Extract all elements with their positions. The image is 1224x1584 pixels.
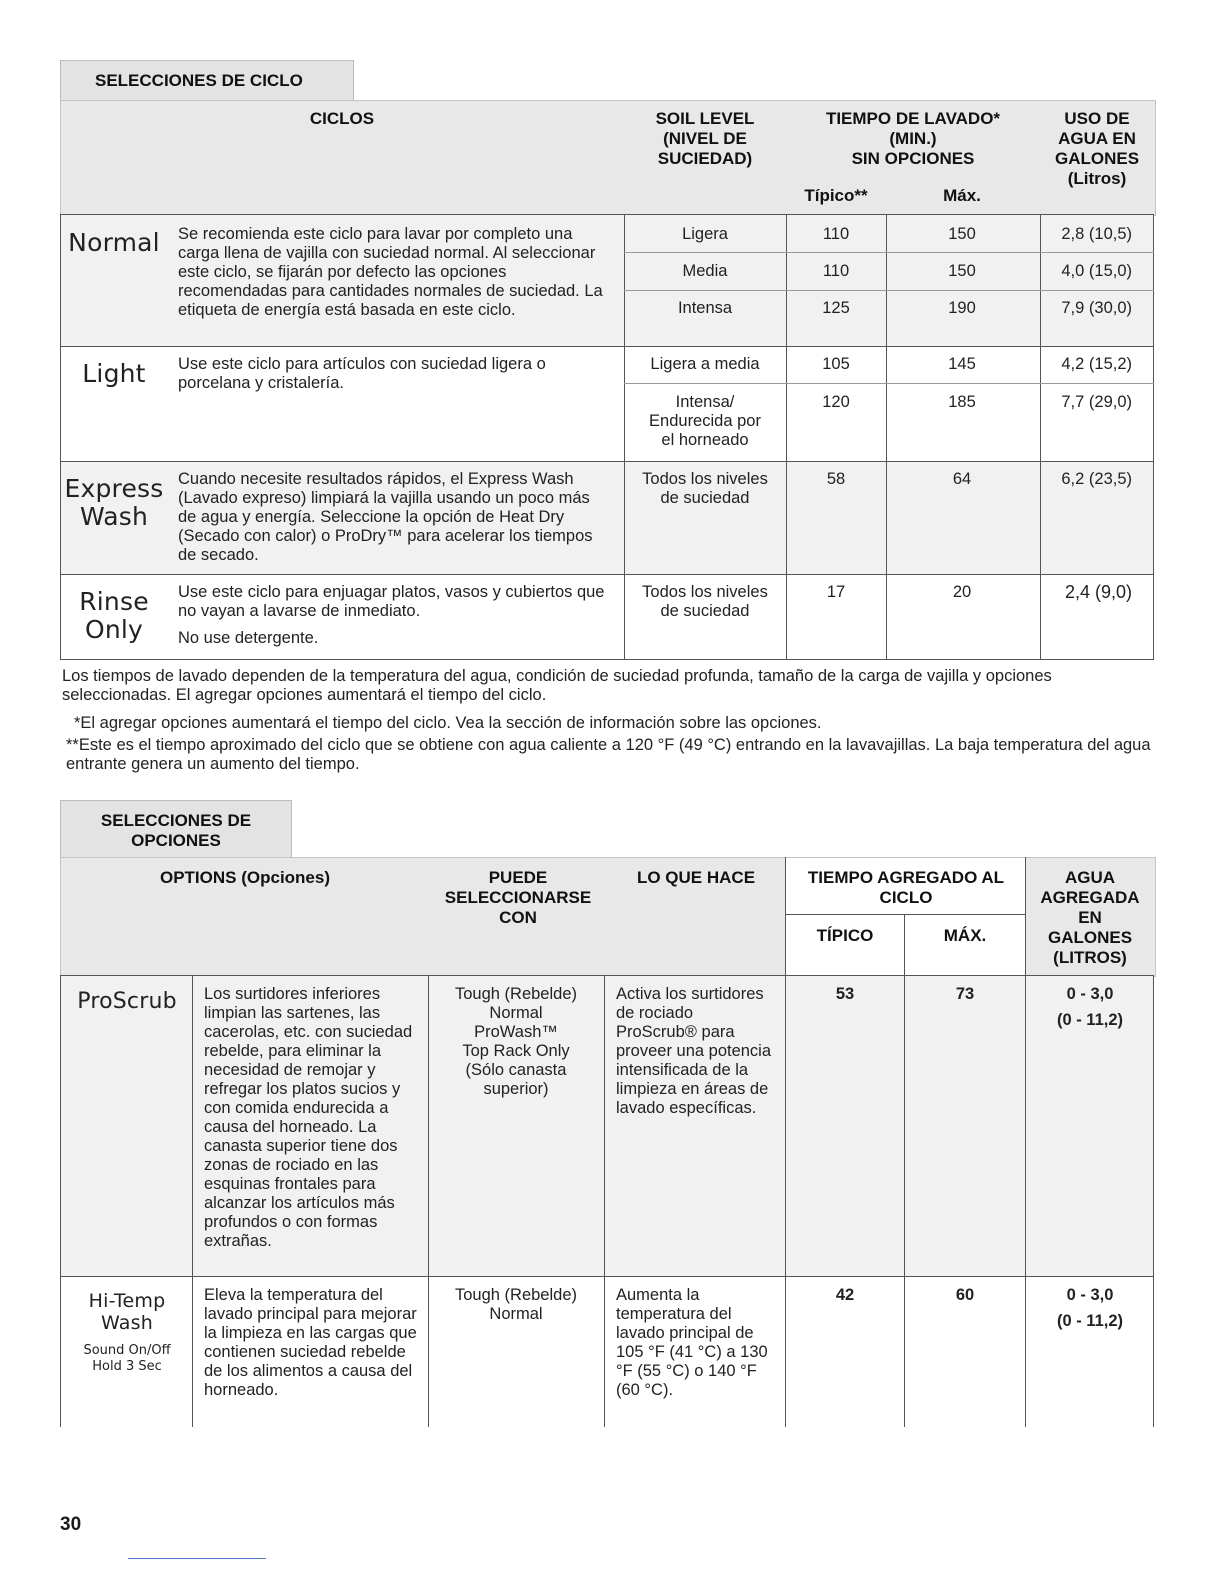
time-added-right-border	[1025, 857, 1026, 975]
header-cycles: CICLOS	[309, 109, 375, 128]
soil-level: Intensa	[677, 299, 733, 317]
header-select-with: PUEDE SELECCIONARSE CON	[444, 868, 592, 927]
header-wash-time: TIEMPO DE LAVADO* (MIN.) SIN OPCIONES	[825, 109, 1001, 168]
options-col-divider	[1025, 975, 1026, 1427]
options-table-left-border	[60, 975, 61, 1427]
header-soil-level: SOIL LEVEL (NIVEL DE SUCIEDAD)	[655, 109, 755, 168]
option-name-hi-temp-wash: Hi-Temp Wash	[88, 1290, 166, 1334]
options-row-divider	[60, 975, 1154, 976]
cycle-description-normal: Se recomienda este ciclo para lavar por completo una carga llena de vajilla con suciedad normal. Al seleccionar este ciclo, se fijarán por defecto las opciones recomendadas para cantidades normales de suciedad. La etiqueta de energía está basada en este ciclo.	[178, 225, 603, 319]
soil-level: Media	[682, 262, 728, 280]
options-col-divider	[192, 975, 193, 1427]
option-max-proscrub: 73	[955, 985, 975, 1003]
rinse-no-detergent-note: No use detergente.	[178, 629, 319, 647]
typical-time: 110	[822, 225, 850, 243]
time-added-left-border	[785, 857, 786, 975]
header-option-typical: TÍPICO	[816, 926, 874, 945]
option-description-proscrub: Los surtidores inferiores limpian las sartenes, las cacerolas, etc. con suciedad rebelde, para eliminar la necesidad de remojar y refregar los platos sucios y con comida endurecida a causa del horneado. La canasta superior tiene dos zonas de rociado en las esquinas frontales para alcanzar los artículos más profundos o con formas extrañas.	[204, 985, 413, 1250]
cycle-name-rinse-only: Rinse Only	[79, 587, 149, 644]
cycle-table-bottom-border	[60, 659, 1154, 660]
cycle-row-divider	[60, 574, 1154, 575]
wash-time-note: Los tiempos de lavado dependen de la temperatura del agua, condición de suciedad profunda, tamaño de la carga de vajilla y opciones seleccionadas. El agregar opciones aumentará el tiempo del ciclo.	[62, 667, 1052, 704]
option-what-it-does-proscrub: Activa los surtidores de rociado ProScrub® para proveer una potencia intensificada de la limpieza en áreas de lavado específicas.	[616, 985, 772, 1117]
header-water-added: AGUA AGREGADA EN GALONES (LITROS)	[1040, 868, 1140, 967]
soil-level: Todos los niveles de suciedad	[642, 470, 768, 507]
water-use: 2,8 (10,5)	[1061, 225, 1132, 243]
water-use: 4,0 (15,0)	[1061, 262, 1132, 280]
header-max: Máx.	[943, 186, 981, 205]
header-options: OPTIONS (Opciones)	[159, 868, 331, 887]
header-time-added: TIEMPO AGREGADO AL CICLO	[807, 868, 1005, 907]
header-option-max: MÁX.	[943, 926, 987, 945]
typical-time: 105	[822, 355, 850, 373]
soil-level: Ligera	[682, 225, 728, 243]
option-max-hi-temp-wash: 60	[955, 1286, 975, 1304]
soil-level: Ligera a media	[650, 355, 760, 373]
header-typical: Típico**	[804, 186, 868, 205]
water-use: 4,2 (15,2)	[1061, 355, 1132, 373]
options-col-divider	[785, 975, 786, 1427]
typical-time: 125	[822, 299, 850, 317]
cycle-row-divider	[60, 214, 1154, 215]
cycle-description-rinse-only: Use este ciclo para enjuagar platos, vasos y cubiertos que no vayan a lavarse de inmediato.	[178, 583, 605, 620]
option-sub-label-hi-temp-wash: Sound On/Off Hold 3 Sec	[83, 1343, 171, 1374]
cycle-name-light: Light	[82, 359, 146, 388]
water-use: 6,2 (23,5)	[1061, 470, 1132, 488]
header-what-it-does: LO QUE HACE	[636, 868, 756, 887]
time-added-sub-divider	[786, 914, 1026, 915]
typical-time: 58	[826, 470, 846, 488]
cycle-row-divider	[60, 461, 1154, 462]
time-added-mid-divider	[904, 914, 905, 975]
options-row-divider	[60, 1276, 1154, 1277]
footnote-double-star: **Este es el tiempo aproximado del ciclo que se obtiene con agua caliente a 120 °F (49 °C) entrando en la lavavajillas. La baja temperatura del agua entrante genera un aumento del tiempo.	[66, 736, 1151, 773]
footnote-star: *El agregar opciones aumentará el tiempo del ciclo. Vea la sección de información sobre las opciones.	[74, 714, 822, 732]
option-water-liters-hi-temp-wash: (0 - 11,2)	[1056, 1312, 1124, 1330]
cycle-section-tab	[60, 60, 354, 101]
option-typical-proscrub: 53	[835, 985, 855, 1003]
max-time: 150	[948, 262, 976, 280]
max-time: 64	[952, 470, 972, 488]
normal-sub-divider	[624, 290, 1154, 291]
typical-time: 17	[826, 583, 846, 601]
cycle-description-light: Use este ciclo para artículos con suciedad ligera o porcelana y cristalería.	[178, 355, 546, 392]
options-col-divider	[604, 975, 605, 1427]
soil-level: Intensa/ Endurecida por el horneado	[649, 393, 761, 449]
option-select-with-proscrub: Tough (Rebelde) Normal ProWash™ Top Rack Only (Sólo canasta superior)	[455, 985, 577, 1098]
header-water-use: USO DE AGUA EN GALONES (Litros)	[1054, 109, 1140, 188]
max-time: 185	[948, 393, 976, 411]
cycle-name-express-wash: Express Wash	[64, 474, 164, 531]
max-time: 145	[948, 355, 976, 373]
options-table-right-border	[1153, 975, 1154, 1427]
options-col-divider	[904, 975, 905, 1427]
soil-level: Todos los niveles de suciedad	[642, 583, 768, 620]
water-use: 2,4 (9,0)	[1064, 582, 1132, 602]
options-section-tab	[60, 800, 292, 859]
cycle-col-divider-max	[886, 214, 887, 660]
option-description-hi-temp-wash: Eleva la temperatura del lavado principal para mejorar la limpieza en las cargas que contienen suciedad rebelde de los alimentos a causa del horneado.	[204, 1286, 417, 1399]
max-time: 190	[948, 299, 976, 317]
max-time: 150	[948, 225, 976, 243]
options-section-title: SELECCIONES DE OPCIONES	[100, 811, 252, 850]
page-number: 30	[60, 1514, 82, 1535]
water-use: 7,9 (30,0)	[1061, 299, 1132, 317]
typical-time: 120	[822, 393, 850, 411]
option-water-hi-temp-wash: 0 - 3,0	[1066, 1286, 1114, 1304]
option-select-with-hi-temp-wash: Tough (Rebelde) Normal	[455, 1286, 577, 1323]
cycle-row-divider	[60, 346, 1154, 347]
normal-sub-divider	[624, 252, 1154, 253]
typical-time: 110	[822, 262, 850, 280]
cycle-table-left-border	[60, 214, 61, 660]
option-water-proscrub: 0 - 3,0	[1066, 985, 1114, 1003]
cycle-description-express-wash: Cuando necesite resultados rápidos, el Express Wash (Lavado expreso) limpiará la vajilla usando un poco más de agua y energía. Seleccione la opción de Heat Dry (Secado con calor) o ProDry™ para acelerar los tiempos de secado.	[178, 470, 593, 564]
cycle-table-right-border	[1153, 214, 1154, 660]
cycle-section-title: SELECCIONES DE CICLO	[95, 71, 303, 90]
option-name-proscrub: ProScrub	[77, 989, 177, 1014]
max-time: 20	[952, 583, 972, 601]
footer-rule	[128, 1558, 266, 1559]
water-use: 7,7 (29,0)	[1061, 393, 1132, 411]
option-water-liters-proscrub: (0 - 11,2)	[1056, 1011, 1124, 1029]
option-what-it-does-hi-temp-wash: Aumenta la temperatura del lavado principal de 105 °F (41 °C) a 130 °F (55 °C) o 140 °F (60 °C).	[616, 1286, 768, 1399]
option-typical-hi-temp-wash: 42	[835, 1286, 855, 1304]
cycle-name-normal: Normal	[68, 228, 160, 257]
light-sub-divider	[624, 383, 1154, 384]
